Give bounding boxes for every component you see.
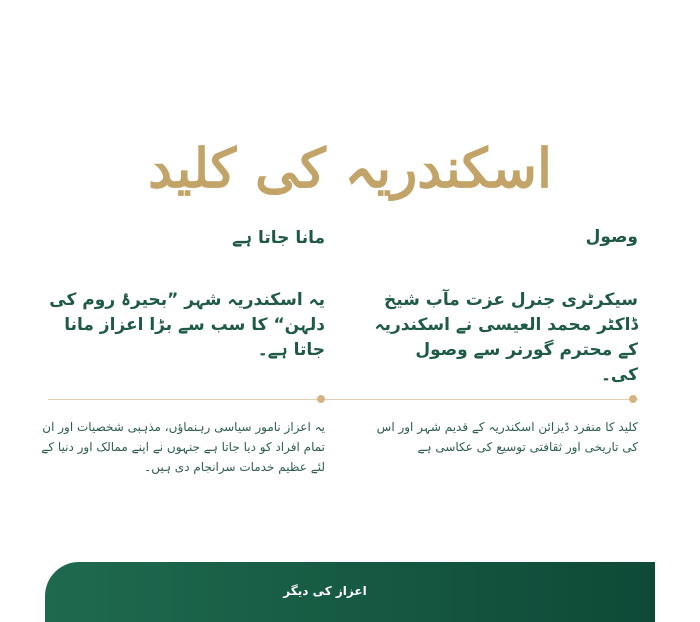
divider-dot-left [317,395,325,403]
honor-description-text: یہ اعزاز نامور سیاسی رہنماؤں، مذہبی شخصیات اور ان تمام افراد کو دیا جاتا ہے جنہوں نے اپنے ممالک اور دنیا کے لئے عظیم خدمات سرانجام دی ہیں۔ [41,420,325,474]
receipt-heading-text: وصول [585,227,638,247]
next-section-label[interactable]: اعزاز کی دیگر [283,584,367,598]
section-divider [48,399,638,400]
recognition-heading [35,227,325,248]
recognition-statement [35,288,325,363]
recognition-heading-text: مانا جاتا ہے [232,228,325,248]
design-description [358,417,638,457]
receipt-heading [373,227,638,247]
recognition-statement-text: یہ اسکندریہ شہر ”بحیرۂ روم کی دلہن“ کا سب سے بڑا اعزاز مانا جاتا ہے۔ [49,290,325,360]
receipt-statement [373,288,638,388]
receipt-statement-text: سیکرٹری جنرل عزت مآب شیخ ڈاکٹر محمد العیسی نے اسکندریہ کے محترم گورنر سے وصول کی۔ [374,290,638,385]
design-description-text: کلید کا منفرد ڈیزائن اسکندریہ کے قدیم شہر اور اس کی تاریخی اور ثقافتی توسیع کی عکاسی ہے [376,420,638,454]
page-title: اسکندریہ کی کلید [148,136,552,201]
divider-dot-right [629,395,637,403]
honor-description [35,417,325,477]
